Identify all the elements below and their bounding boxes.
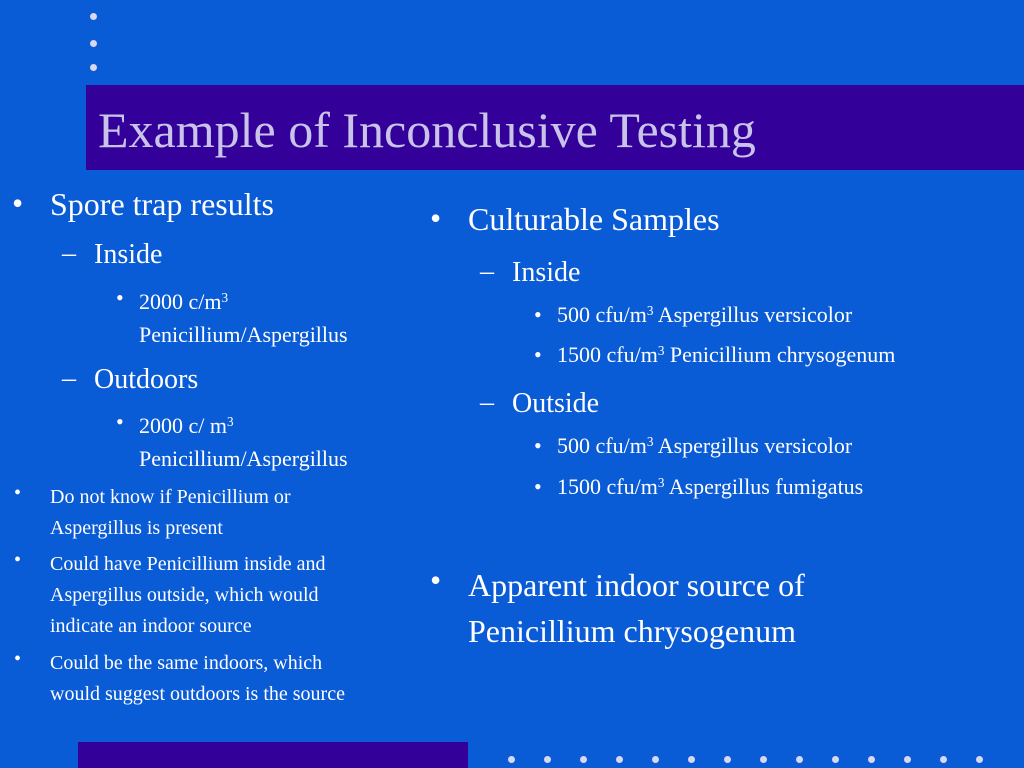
value-text: 500 cfu/m bbox=[557, 302, 647, 327]
dash-glyph: – bbox=[480, 387, 494, 418]
value-text: 500 cfu/m bbox=[557, 433, 647, 458]
value-text: 1500 cfu/m bbox=[557, 474, 658, 499]
species-text: Aspergillus fumigatus bbox=[664, 474, 864, 499]
right-outside-item-2 bbox=[557, 474, 863, 500]
bullet-glyph: • bbox=[430, 562, 442, 598]
footer-bar bbox=[78, 742, 468, 768]
bullet-glyph: • bbox=[14, 549, 22, 571]
value-text: Penicillium/Aspergillus bbox=[139, 322, 348, 347]
bullet-glyph: • bbox=[116, 285, 124, 310]
decor-dot bbox=[544, 756, 551, 763]
decor-dot bbox=[796, 756, 803, 763]
superscript: 3 bbox=[657, 342, 665, 358]
right-outside-item-1 bbox=[557, 433, 852, 459]
note-line: Do not know if Penicillium or bbox=[50, 486, 291, 508]
slide-title: Example of Inconclusive Testing bbox=[98, 102, 756, 158]
conclusion-line: Penicillium chrysogenum bbox=[468, 613, 796, 649]
left-inside-label: Inside bbox=[94, 239, 163, 270]
bullet-glyph: • bbox=[430, 200, 442, 236]
left-heading: Spore trap results bbox=[50, 186, 274, 222]
superscript: 3 bbox=[657, 474, 665, 490]
species-text: Aspergillus versicolor bbox=[653, 302, 853, 327]
bullet-glyph: • bbox=[14, 648, 22, 670]
note-line: Could have Penicillium inside and bbox=[50, 553, 326, 575]
note-line: indicate an indoor source bbox=[50, 615, 252, 637]
dash-glyph: – bbox=[480, 256, 494, 287]
dash-glyph: – bbox=[62, 363, 76, 394]
right-inside-item-2 bbox=[557, 342, 895, 368]
right-outside-label: Outside bbox=[512, 388, 600, 419]
superscript: 3 bbox=[227, 413, 234, 429]
decor-dot bbox=[724, 756, 731, 763]
decor-dot bbox=[940, 756, 947, 763]
decor-dot bbox=[688, 756, 695, 763]
bullet-glyph: • bbox=[534, 302, 542, 327]
value-text: 2000 c/ m bbox=[139, 413, 227, 438]
decor-dot bbox=[904, 756, 911, 763]
value-text: 2000 c/m bbox=[139, 289, 222, 314]
decor-dot bbox=[976, 756, 983, 763]
left-outdoors-label: Outdoors bbox=[94, 364, 199, 395]
bullet-glyph: • bbox=[12, 185, 24, 221]
value-text: 1500 cfu/m bbox=[557, 342, 658, 367]
decor-dot bbox=[760, 756, 767, 763]
decor-dot bbox=[868, 756, 875, 763]
bullet-glyph: • bbox=[534, 433, 542, 458]
decor-dot bbox=[832, 756, 839, 763]
decor-dot bbox=[90, 64, 97, 71]
left-note-1 bbox=[50, 482, 291, 544]
note-line: Could be the same indoors, which bbox=[50, 652, 323, 674]
decor-dot bbox=[616, 756, 623, 763]
species-text: Penicillium chrysogenum bbox=[664, 342, 896, 367]
decor-dot bbox=[508, 756, 515, 763]
bullet-glyph: • bbox=[534, 474, 542, 499]
decor-dot bbox=[90, 13, 97, 20]
left-outdoors-value bbox=[139, 409, 348, 475]
decor-dot bbox=[652, 756, 659, 763]
left-note-3 bbox=[50, 648, 345, 710]
bullet-glyph: • bbox=[14, 482, 22, 504]
note-line: would suggest outdoors is the source bbox=[50, 683, 345, 705]
note-line: Aspergillus outside, which would bbox=[50, 584, 319, 606]
superscript: 3 bbox=[646, 433, 654, 449]
right-inside-label: Inside bbox=[512, 257, 581, 288]
decor-dot bbox=[580, 756, 587, 763]
conclusion-line: Apparent indoor source of bbox=[468, 567, 805, 603]
value-text: Penicillium/Aspergillus bbox=[139, 446, 348, 471]
bullet-glyph: • bbox=[116, 409, 124, 434]
note-line: Aspergillus is present bbox=[50, 517, 223, 539]
right-conclusion bbox=[468, 562, 805, 654]
superscript: 3 bbox=[646, 302, 654, 318]
bullet-glyph: • bbox=[534, 342, 542, 367]
left-note-2 bbox=[50, 549, 326, 642]
superscript: 3 bbox=[221, 289, 229, 305]
left-inside-value bbox=[139, 285, 348, 351]
decor-dot bbox=[90, 40, 97, 47]
dash-glyph: – bbox=[62, 238, 76, 269]
right-inside-item-1 bbox=[557, 302, 852, 328]
right-heading: Culturable Samples bbox=[468, 201, 720, 237]
species-text: Aspergillus versicolor bbox=[653, 433, 853, 458]
